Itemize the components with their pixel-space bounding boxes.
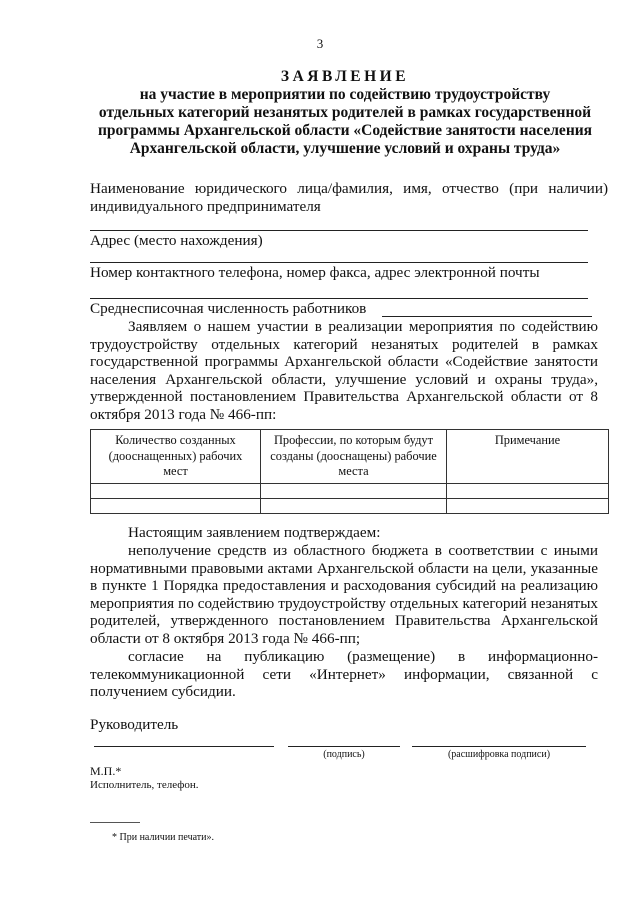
stamp-label: М.П.* xyxy=(90,764,122,778)
footnote-separator xyxy=(90,822,140,823)
address-label: Адрес (место нахождения) xyxy=(90,232,263,249)
table-header-cell: Примечание xyxy=(447,430,609,484)
entity-name-label: Наименование юридического лица/фамилия, имя, отчество (при наличии) индивидуального предпринимателя xyxy=(90,180,608,215)
table-row xyxy=(91,483,609,498)
confirm-intro: Настоящим заявлением подтверждаем: xyxy=(128,524,381,541)
table-row xyxy=(91,498,609,513)
page-number: 3 xyxy=(316,36,324,51)
footnote: * При наличии печати». xyxy=(112,832,214,843)
table-cell xyxy=(91,483,261,498)
signature-caption: (подпись) xyxy=(323,749,365,760)
signature-line xyxy=(288,746,400,747)
contacts-line xyxy=(90,298,588,299)
confirm-item-2: согласие на публикацию (размещение) в информационно-телекоммуникационной сети «Интернет» информации, связанной с получением субсидии. xyxy=(90,648,598,701)
table-header-cell: Количество созданных (дооснащенных) рабочих мест xyxy=(91,430,261,484)
table-header-cell: Профессии, по которым будут созданы (дооснащены) рабочие места xyxy=(261,430,447,484)
headcount-label: Среднесписочная численность работников xyxy=(90,300,367,317)
title-line-2: на участие в мероприятии по содействию трудоустройству xyxy=(139,86,551,103)
confirm-item-1: неполучение средств из областного бюджета в соответствии с иными нормативными правовыми актами Архангельской области на цели, указанные в пункте 1 Порядка предоставления и расходования субсидий на реализацию мероприятия по содействию трудоустройству отдельных категорий незанятых родителей, утвержденного постановлением Правительства Архангельской области от 8 октября 2013 года № 466-пп; xyxy=(90,542,598,647)
table-cell xyxy=(447,483,609,498)
title-line-4: программы Архангельской области «Содействие занятости населения xyxy=(97,122,593,139)
signature-decode-caption: (расшифровка подписи) xyxy=(447,749,551,760)
title-line-5: Архангельской области, улучшение условий и охраны труда» xyxy=(129,140,561,157)
head-label: Руководитель xyxy=(90,716,179,733)
contacts-label: Номер контактного телефона, номер факса, адрес электронной почты xyxy=(90,264,540,281)
address-line xyxy=(90,262,588,263)
document-title xyxy=(60,68,630,158)
table-cell xyxy=(447,498,609,513)
headcount-line xyxy=(382,316,592,317)
table-cell xyxy=(91,498,261,513)
entity-name-line xyxy=(90,230,588,231)
title-line-1: ЗАЯВЛЕНИЕ xyxy=(280,68,410,85)
statement-paragraph: Заявляем о нашем участии в реализации мероприятия по содействию трудоустройству отдельных категорий незанятых родителей в рамках государственной программы Архангельской области «Содействие занятости населения Архангельской области, улучшение условий и охраны труда», утвержденной постановлением Правительства Архангельской области от 8 октября 2013 года № 466-пп: xyxy=(90,318,598,423)
signature-decode-line xyxy=(412,746,586,747)
jobs-table xyxy=(90,429,609,514)
head-position-line xyxy=(94,746,274,747)
executor-label: Исполнитель, телефон. xyxy=(90,779,199,791)
title-line-3: отдельных категорий незанятых родителей в рамках государственной xyxy=(98,104,592,121)
table-cell xyxy=(261,498,447,513)
table-cell xyxy=(261,483,447,498)
table-header-row xyxy=(91,430,609,484)
